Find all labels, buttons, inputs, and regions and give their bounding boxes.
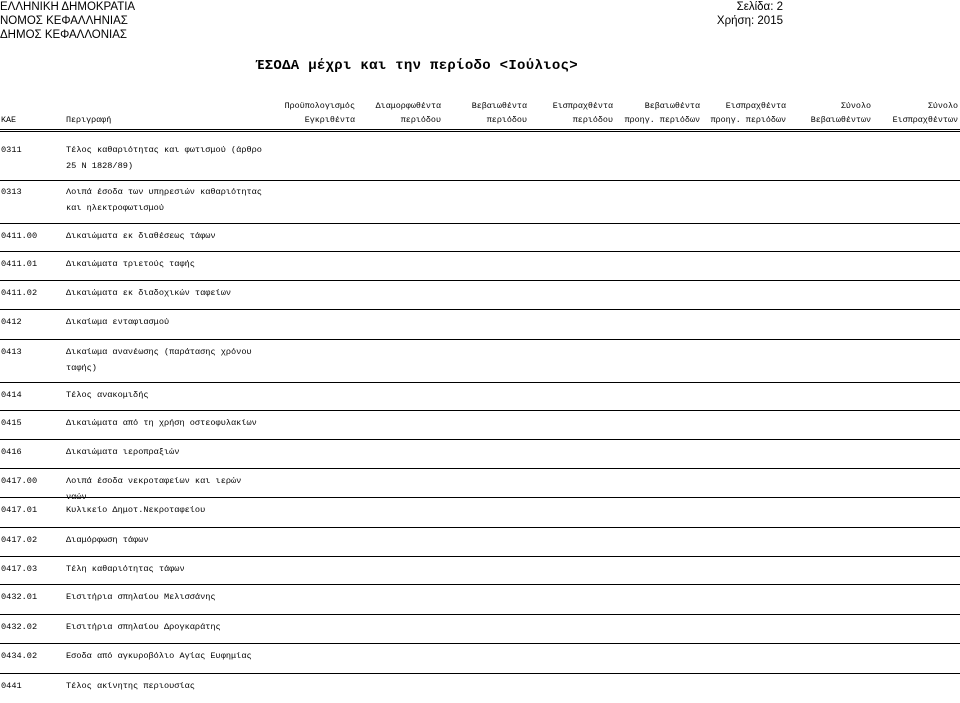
row-divider <box>0 180 960 181</box>
col-header-total-collected-line2: Εισπραχθέντων <box>892 115 958 125</box>
col-header-total-collected-line1: Σύνολο <box>927 101 958 111</box>
row-description: Δικαιώματα εκ διαθέσεως τάφων <box>66 231 216 241</box>
col-header-certified-line2: περιόδου <box>486 115 527 125</box>
col-header-prev-collected-line2: προηγ. περιόδων <box>710 115 786 125</box>
col-header-prev-collected-line1: Εισπραχθέντα <box>725 101 786 111</box>
header-line-2: ΝΟΜΟΣ ΚΕΦΑΛΛΗΝΙΑΣ <box>0 15 128 27</box>
kae-code: 0441 <box>1 681 22 691</box>
row-description: Εισιτήρια σπηλαίου Μελισσάνης <box>66 592 216 602</box>
col-header-kae: ΚΑΕ <box>1 115 17 125</box>
kae-code: 0411.00 <box>1 231 38 241</box>
row-description: Διαμόρφωση τάφων <box>66 535 149 545</box>
row-divider <box>0 339 960 340</box>
row-divider <box>0 497 960 498</box>
col-header-modified-line1: Διαμορφωθέντα <box>375 101 441 111</box>
col-header-collected-line1: Εισπραχθέντα <box>552 101 613 111</box>
col-header-description: Περιγραφή <box>66 115 112 125</box>
report-title: ΈΣΟΔΑ μέχρι και την περίοδο <Ιούλιος> <box>256 58 578 74</box>
row-description: Τέλη καθαριότητας τάφων <box>66 564 185 574</box>
kae-code: 0417.02 <box>1 535 38 545</box>
row-description: Κυλικείο Δημοτ.Νεκροταφείου <box>66 505 206 515</box>
row-description: Εσοδα από αγκυροβόλιο Αγίας Ευφημίας <box>66 651 252 661</box>
kae-code: 0434.02 <box>1 651 38 661</box>
row-description: Εισιτήρια σπηλαίου Δρογκαράτης <box>66 622 221 632</box>
col-header-collected-line2: περιόδου <box>572 115 613 125</box>
kae-code: 0414 <box>1 390 22 400</box>
row-description: Τέλος ανακομιδής <box>66 390 149 400</box>
row-description: Τέλος καθαριότητας και φωτισμού (άρθρο 25 Ν 1828/89) <box>66 145 262 171</box>
row-description: Δικαιώματα τριετούς ταφής <box>66 259 195 269</box>
page-number: Σελίδα: 2 <box>736 1 783 13</box>
row-description: Δικαιώματα από τη χρήση οστεοφυλακίων <box>66 418 257 428</box>
col-header-certified-line1: Βεβαιωθέντα <box>471 101 527 111</box>
row-description: Δικαιώματα εκ διαδοχικών ταφείων <box>66 288 232 298</box>
row-description: Δικαιώματα ιεροπραξιών <box>66 447 180 457</box>
row-description: Τέλος ακίνητης περιουσίας <box>66 681 195 691</box>
kae-code: 0411.01 <box>1 259 38 269</box>
document-header <box>0 0 135 42</box>
col-header-prev-certified-line2: προηγ. περιόδων <box>624 115 700 125</box>
kae-code: 0413 <box>1 347 22 357</box>
kae-code: 0412 <box>1 317 22 327</box>
row-description: Δικαίωμα ανανέωσης (παράτασης χρόνου ταφής) <box>66 347 252 373</box>
row-description: Λοιπά έσοδα νεκροταφείων και ιερών ναών <box>66 476 242 502</box>
row-divider <box>0 223 960 224</box>
kae-code: 0432.01 <box>1 592 38 602</box>
row-divider <box>0 439 960 440</box>
kae-code: 0417.00 <box>1 476 38 486</box>
fiscal-year: Χρήση: 2015 <box>716 15 783 27</box>
kae-code: 0416 <box>1 447 22 457</box>
kae-code: 0432.02 <box>1 622 38 632</box>
row-divider <box>0 382 960 383</box>
header-line-1: ΕΛΛΗΝΙΚΗ ΔΗΜΟΚΡΑΤΙΑ <box>0 1 136 13</box>
kae-code: 0415 <box>1 418 22 428</box>
col-header-prev-certified-line1: Βεβαιωθέντα <box>644 101 700 111</box>
row-divider <box>0 410 960 411</box>
kae-code: 0313 <box>1 187 22 197</box>
col-header-modified-line2: περιόδου <box>400 115 441 125</box>
row-divider <box>0 468 960 469</box>
col-header-budget-line1: Προϋπολογισμός <box>284 101 355 111</box>
col-header-total-certified-line2: Βεβαιωθέντων <box>810 115 871 125</box>
col-header-budget-line2: Εγκριθέντα <box>304 115 355 125</box>
row-divider <box>0 251 960 252</box>
row-divider <box>0 280 960 281</box>
row-description: Δικαίωμα ενταφιασμού <box>66 317 170 327</box>
col-header-total-certified-line1: Σύνολο <box>840 101 871 111</box>
row-divider <box>0 673 960 674</box>
row-description: Λοιπά έσοδα των υπηρεσιών καθαριότητας και ηλεκτροφωτισμού <box>66 187 262 213</box>
kae-code: 0417.03 <box>1 564 38 574</box>
header-line-3: ΔΗΜΟΣ ΚΕΦΑΛΛΟΝΙΑΣ <box>0 29 128 41</box>
header-divider <box>0 129 960 132</box>
document-meta <box>640 0 783 28</box>
row-divider <box>0 614 960 615</box>
row-divider <box>0 643 960 644</box>
row-divider <box>0 584 960 585</box>
row-divider <box>0 309 960 310</box>
kae-code: 0417.01 <box>1 505 38 515</box>
kae-code: 0311 <box>1 145 22 155</box>
kae-code: 0411.02 <box>1 288 38 298</box>
row-divider <box>0 556 960 557</box>
row-divider <box>0 527 960 528</box>
